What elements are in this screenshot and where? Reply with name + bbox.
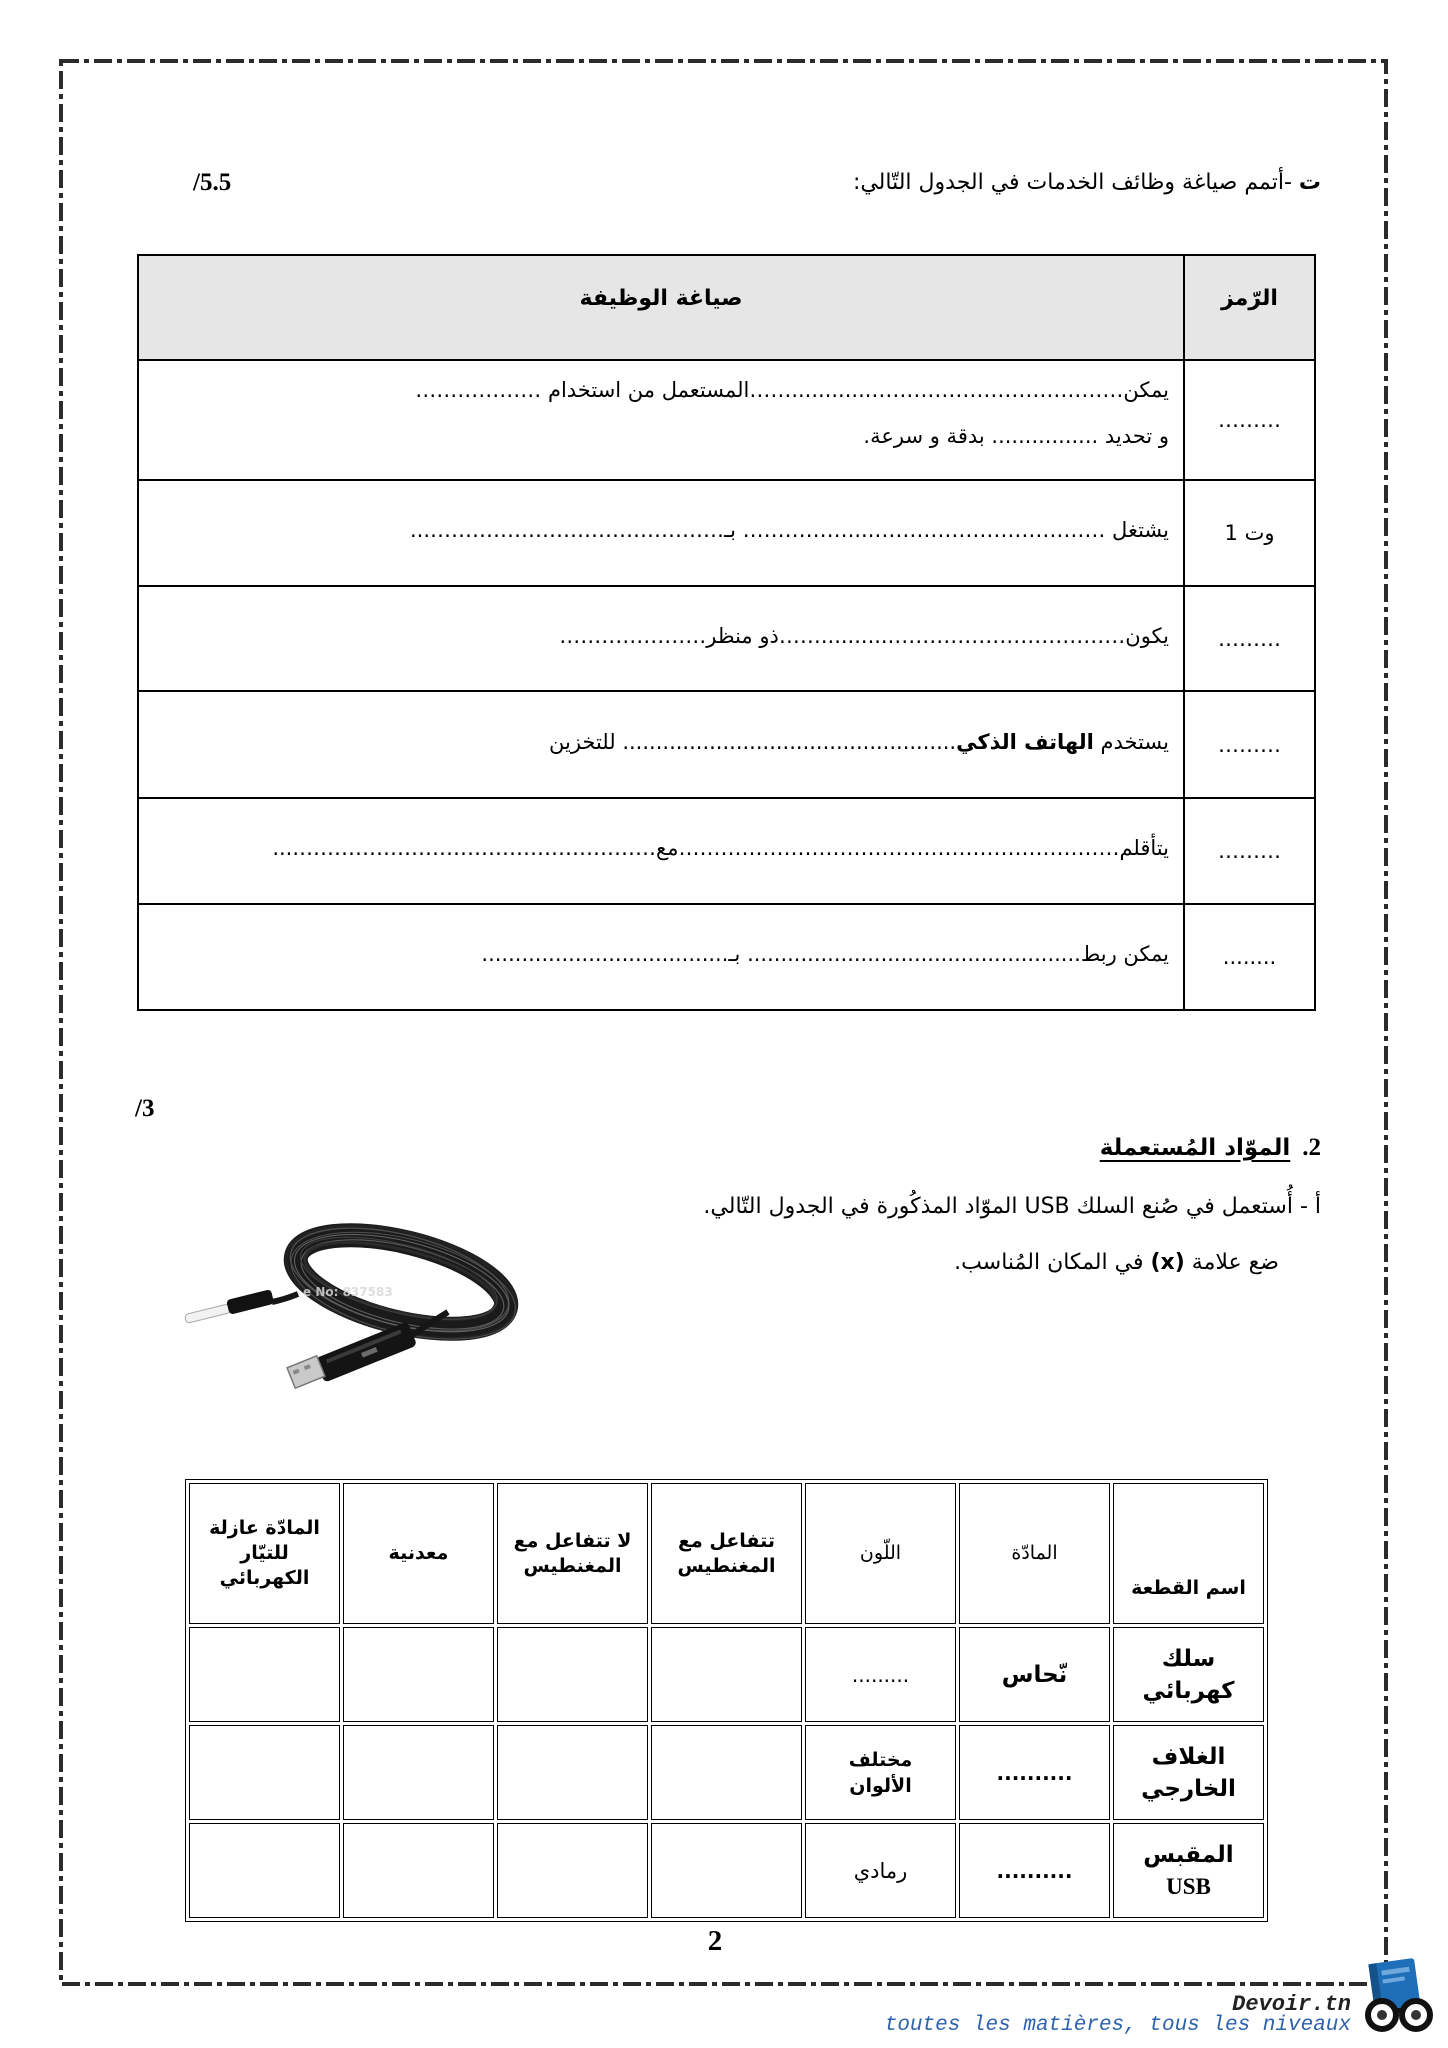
- exercise-score: /5.5: [193, 169, 232, 196]
- magnetic-cell: [651, 1627, 802, 1722]
- material-cell: ..........: [959, 1725, 1110, 1820]
- material-column-header: المادّة: [959, 1483, 1110, 1624]
- header-line: تتفاعل مع: [678, 1529, 775, 1552]
- insulator-cell: [189, 1725, 340, 1820]
- table-row: [189, 1627, 1264, 1722]
- cable-to-camera: [272, 1294, 298, 1302]
- photo-watermark: e No: 837583: [303, 1285, 393, 1299]
- part-name-line: سلك: [1161, 1645, 1216, 1672]
- table-row: [189, 1725, 1264, 1820]
- book-glasses-icon: [1358, 1955, 1438, 2037]
- header-line: للتيّار: [240, 1542, 289, 1564]
- page-number: 2: [707, 1925, 723, 1957]
- exercise-instruction: [853, 168, 1321, 198]
- usb-plug-metal: [287, 1356, 325, 1388]
- color-cell: .........: [805, 1627, 956, 1722]
- symbol-column-header: الرّمز: [1184, 255, 1315, 360]
- function-cell: يمكن ربط.................................................. بـ.....................................: [138, 904, 1184, 1010]
- function-cell: يكون……………………………...........……ذو منظر…………………: [138, 586, 1184, 691]
- material-cell: نّحاس: [959, 1627, 1110, 1722]
- metallic-cell: [343, 1627, 494, 1722]
- part-name-cell: [1113, 1627, 1264, 1722]
- function-cell: [138, 360, 1184, 480]
- non-magnetic-column-header: [497, 1483, 648, 1624]
- header-line: المغنطيس: [677, 1554, 776, 1577]
- symbol-cell: ........: [1184, 904, 1315, 1010]
- table-row: [138, 586, 1315, 691]
- magnetic-column-header: [651, 1483, 802, 1624]
- part-name-column-header: اسم القطعة: [1113, 1483, 1264, 1624]
- section-heading: [1100, 1133, 1321, 1163]
- table-row: [138, 798, 1315, 904]
- function-cell: يشتغل ……………………………....…………… بـ……………………………………...: [138, 480, 1184, 586]
- instruction-b: [954, 1248, 1279, 1278]
- function-cell: [138, 691, 1184, 798]
- metallic-cell: [343, 1725, 494, 1820]
- instruction-a: أ - أُستعمل في صُنع السلك USB الموّاد المذكُورة في الجدول التّالي.: [703, 1194, 1321, 1219]
- table-row: [189, 1823, 1264, 1918]
- part-name-line: كهربائي: [1142, 1677, 1235, 1704]
- magnetic-cell: [651, 1823, 802, 1918]
- non-magnetic-cell: [497, 1823, 648, 1918]
- header-line: المغنطيس: [523, 1554, 622, 1577]
- instruction-b-mark: (x): [1150, 1250, 1185, 1275]
- functions-table: [137, 254, 1316, 1011]
- function-text: يستخدم: [1093, 729, 1169, 754]
- header-line: لا تتفاعل مع: [513, 1529, 632, 1552]
- magnetic-cell: [651, 1725, 802, 1820]
- function-text-line-2: و تحديد ................ بدقة و سرعة.: [863, 424, 1169, 448]
- insulator-column-header: [189, 1483, 340, 1624]
- part-name-line: USB: [1166, 1873, 1211, 1899]
- table-row: [138, 691, 1315, 798]
- usb-cable-photo: [176, 1214, 522, 1389]
- metallic-cell: [343, 1823, 494, 1918]
- materials-table: [185, 1479, 1268, 1922]
- instruction-b-text-after: في المكان المُناسب.: [954, 1250, 1151, 1275]
- metallic-column-header: معدنية: [343, 1483, 494, 1624]
- color-cell: رمادي: [805, 1823, 956, 1918]
- symbol-cell: ………: [1184, 691, 1315, 798]
- color-line: مختلف: [848, 1748, 913, 1771]
- symbol-cell: وت 1: [1184, 480, 1315, 586]
- header-line: المادّة عازلة: [209, 1517, 320, 1539]
- function-text-after: .................................................. للتخزين: [549, 729, 957, 754]
- function-text-line-1: يمكن………………………………............……المستعمل من استخدام ………………: [415, 378, 1169, 402]
- functions-table-header: [138, 255, 1315, 360]
- color-line: الألوان: [849, 1774, 912, 1797]
- color-cell: [805, 1725, 956, 1820]
- section-number: 2.: [1302, 1134, 1321, 1161]
- material-cell: ..........: [959, 1823, 1110, 1918]
- part-name-line: الغلاف: [1151, 1743, 1226, 1770]
- color-column-header: اللّون: [805, 1483, 956, 1624]
- non-magnetic-cell: [497, 1725, 648, 1820]
- part-name-line: الخارجي: [1141, 1775, 1236, 1802]
- exercise-letter: ت: [1298, 170, 1321, 195]
- materials-table-header: [189, 1483, 1264, 1624]
- table-row: [138, 904, 1315, 1010]
- insulator-cell: [189, 1823, 340, 1918]
- part-name-cell: [1113, 1725, 1264, 1820]
- non-magnetic-cell: [497, 1627, 648, 1722]
- table-row: [138, 360, 1315, 480]
- function-cell: يتأقلم………………………………………………………مع……………………………………………....: [138, 798, 1184, 904]
- section-score: /3: [135, 1095, 155, 1122]
- section-title: الموّاد المُستعملة: [1099, 1135, 1291, 1161]
- function-column-header: صياغة الوظيفة: [138, 255, 1184, 360]
- camera-probe: [183, 1289, 274, 1325]
- symbol-cell: ………: [1184, 360, 1315, 480]
- part-name-cell: [1113, 1823, 1264, 1918]
- header-line: الكهربائي: [219, 1567, 310, 1589]
- table-row: [138, 480, 1315, 586]
- usb-plug: [315, 1321, 417, 1383]
- brand-tagline: toutes les matières, tous les niveaux: [884, 2014, 1351, 2037]
- symbol-cell: ………: [1184, 798, 1315, 904]
- function-text-emphasis: الهاتف الذكي: [956, 729, 1094, 754]
- exercise-instruction-text: -أتمم صياغة وظائف الخدمات في الجدول التّالي:: [852, 170, 1299, 195]
- insulator-cell: [189, 1627, 340, 1722]
- instruction-b-text: ضع علامة: [1184, 1250, 1279, 1275]
- brand-name: Devoir.tn: [1232, 1992, 1351, 2017]
- part-name-line: المقبس: [1143, 1841, 1234, 1868]
- symbol-cell: ………: [1184, 586, 1315, 691]
